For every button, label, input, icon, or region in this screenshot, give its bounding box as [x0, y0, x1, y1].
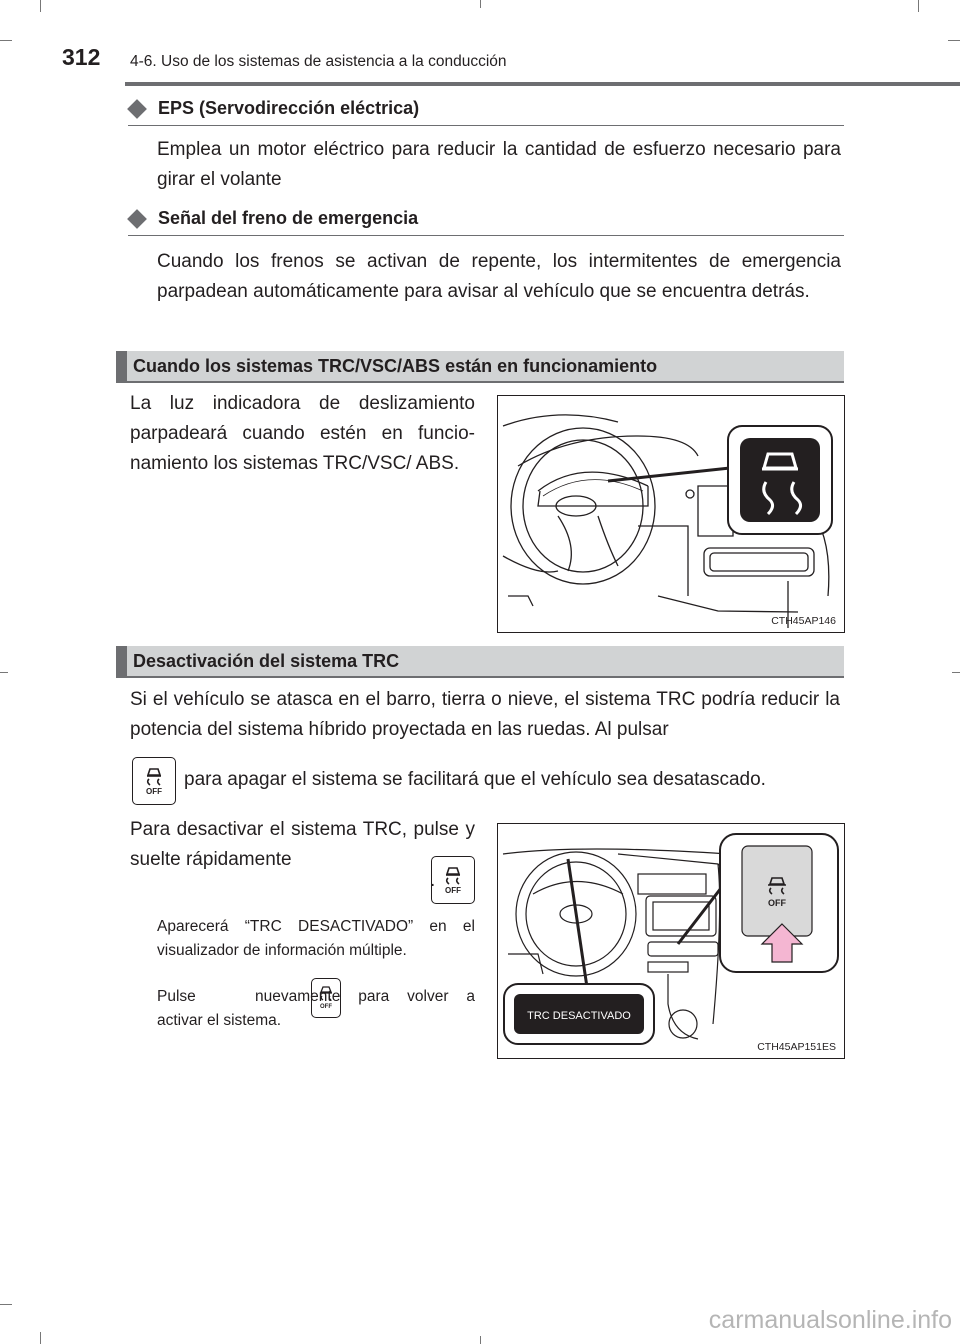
eps-rule — [128, 125, 844, 126]
header-rule — [125, 82, 960, 86]
figure-code: CTH45AP146 — [771, 615, 836, 627]
section-title: Desactivación del sistema TRC — [133, 651, 400, 671]
page-number: 312 — [62, 44, 101, 70]
emergency-rule — [128, 235, 844, 236]
instruction-period: . — [430, 870, 436, 891]
crop-mark — [952, 672, 960, 673]
svg-text:OFF: OFF — [146, 787, 162, 796]
eps-heading — [128, 98, 419, 119]
reactivate-note-start: Pulse — [157, 988, 196, 1005]
chapter-title: 4-6. Uso de los sistemas de asistencia a la conducción — [130, 53, 507, 70]
trc-off-paragraph-end: para apagar el sistema se facilitará que el vehículo sea desatascado. — [184, 769, 766, 790]
reactivate-note: nuevamente para volver a activar el sistema. — [157, 988, 475, 1029]
trc-off-button-icon — [132, 757, 176, 805]
crop-mark — [0, 1304, 12, 1305]
eps-text: Emplea un motor eléctrico para reducir la cantidad de esfuerzo necesario para girar el volante — [157, 139, 841, 190]
watermark: carmanualsonline.info — [708, 1306, 952, 1334]
figure-trc-off — [497, 823, 845, 1059]
crop-mark — [480, 1336, 481, 1344]
svg-text:OFF: OFF — [445, 886, 462, 895]
trc-off-instruction — [130, 815, 475, 875]
emergency-title: Señal del freno de emergencia — [158, 208, 419, 228]
crop-mark — [40, 0, 41, 12]
crop-mark — [0, 40, 12, 41]
emergency-heading — [128, 208, 418, 229]
eps-title: EPS (Servodirección eléctrica) — [158, 98, 420, 118]
diamond-bullet-icon — [127, 99, 147, 119]
crop-mark — [480, 0, 481, 8]
crop-mark — [40, 1332, 41, 1344]
diamond-bullet-icon — [127, 209, 147, 229]
figure-code: CTH45AP151ES — [757, 1041, 836, 1053]
section-bar-trc-off — [116, 646, 844, 678]
section-title: Cuando los sistemas TRC/VSC/ABS están en funcionamiento — [133, 356, 658, 376]
dashboard-illustration — [498, 396, 844, 632]
emergency-text: Cuando los frenos se activan de repente, los intermitentes de emergencia parpadean automáticamente para avisar al vehículo que se encuentra detrás. — [157, 251, 841, 302]
svg-text:OFF: OFF — [768, 898, 786, 908]
slip-indicator-text: La luz indicadora de deslizamiento parpadeará cuando estén en funcio-namiento los sistemas TRC/VSC/ ABS. — [130, 393, 475, 474]
trc-off-paragraph: Si el vehículo se atasca en el barro, tierra o nieve, el sistema TRC podría reducir la potencia del sistema híbrido proyectada en las ruedas. Al pulsar — [130, 689, 840, 740]
dashboard-trc-illustration — [498, 824, 844, 1058]
section-bar-trc-vsc-abs — [116, 351, 844, 383]
svg-text:OFF: OFF — [319, 1004, 332, 1010]
trc-display-text: TRC DESACTIVADO — [527, 1010, 631, 1022]
crop-mark — [918, 0, 919, 12]
crop-mark — [0, 672, 8, 673]
trc-off-button-icon — [431, 856, 475, 904]
crop-mark — [948, 40, 960, 41]
trc-display-note: Aparecerá “TRC DESACTIVADO” en el visualizador de información múltiple. — [157, 918, 475, 959]
instruction-text: Para desactivar el sistema TRC, pulse y suelte rápidamente — [130, 819, 475, 870]
figure-slip-indicator — [497, 395, 845, 633]
